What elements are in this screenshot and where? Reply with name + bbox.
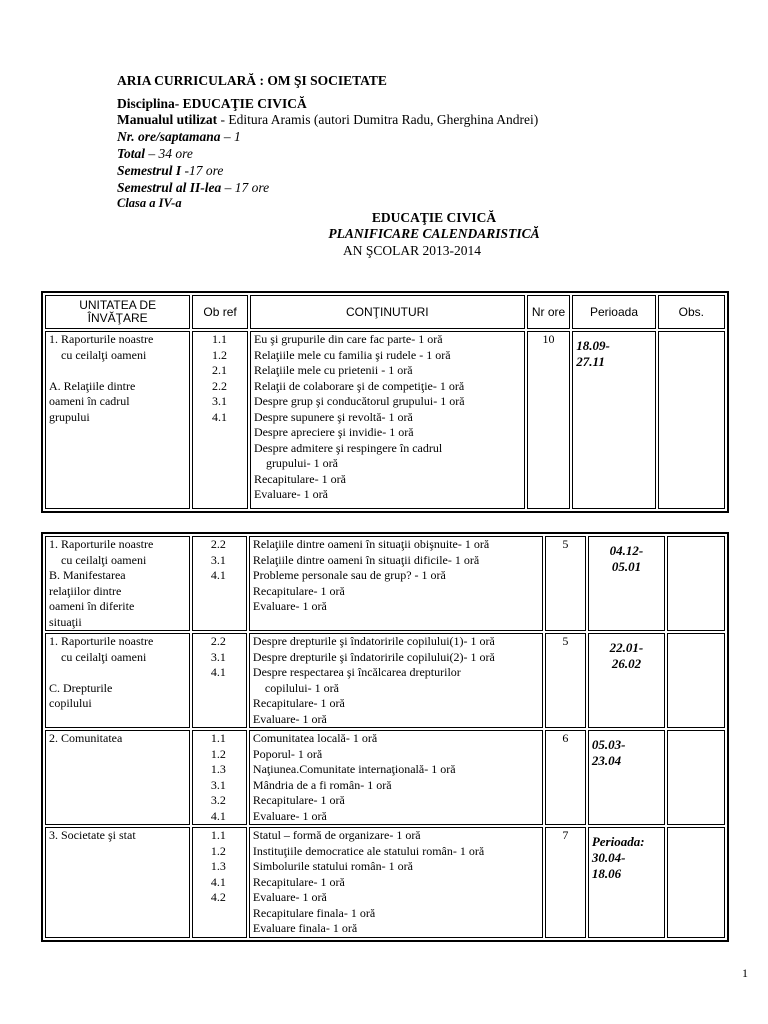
- textbook-label: Manualul utilizat: [117, 112, 218, 127]
- hours-label: Nr. ore/saptamana: [117, 129, 221, 144]
- cell-line: 22.01-: [609, 640, 644, 655]
- hours-per-week: [117, 128, 241, 145]
- cell-line: 3.1: [210, 649, 226, 664]
- cell-line: A. Relaţiile dintre: [49, 378, 136, 393]
- period-cell: [588, 730, 665, 825]
- cell-line: Mândria de a fi român- 1 oră: [252, 777, 392, 792]
- cell-line: 26.02: [611, 656, 642, 671]
- cell-line: copilului- 1 oră: [264, 680, 339, 695]
- content-cell: [249, 536, 543, 631]
- semester-1: [117, 162, 223, 179]
- cell-line: 1.1: [211, 332, 227, 346]
- cell-line: Instituţiile democratice ale statului român- 1 oră: [252, 843, 485, 858]
- cell-line: [49, 665, 186, 681]
- cell-line: [49, 363, 186, 379]
- col-header-unit: UNITATEA DE ÎNVĂŢARE: [45, 295, 190, 329]
- cell-line: grupului- 1 oră: [265, 456, 338, 470]
- hours-cell: 5: [545, 633, 586, 728]
- hours-cell: 10: [527, 331, 571, 509]
- hours-cell: 6: [545, 730, 586, 825]
- cell-line: Evaluare- 1 oră: [252, 808, 327, 823]
- cell-line: 27.11: [576, 354, 605, 369]
- obs-cell: [667, 827, 725, 938]
- cell-line: 2.2: [211, 378, 227, 393]
- obs-cell: [667, 633, 725, 728]
- cell-line: Despre admitere şi respingere în cadrul: [253, 440, 443, 455]
- cell-line: 3.2: [210, 793, 226, 807]
- cell-line: 1.1: [210, 828, 226, 842]
- unit-cell: [45, 633, 190, 728]
- sem2-value: – 17 ore: [221, 180, 270, 195]
- cell-line: 3.1: [211, 394, 227, 408]
- cell-line: Recapitulare- 1 oră: [252, 874, 345, 889]
- obref-cell: [192, 827, 247, 938]
- cell-line: 1.1: [210, 731, 226, 745]
- cell-line: Despre grup şi conducătorul grupului- 1 oră: [253, 394, 465, 408]
- cell-line: Recapitulare- 1 oră: [252, 583, 345, 598]
- cell-line: Evaluare- 1 oră: [252, 890, 327, 904]
- obref-cell: [192, 331, 248, 509]
- cell-line: 2.2: [210, 537, 226, 551]
- sem1-value: -17 ore: [181, 163, 224, 178]
- cell-line: Despre respectarea şi încălcarea drepturilor: [252, 665, 461, 679]
- cell-line: situaţii: [49, 614, 82, 629]
- cell-line: 1. Raporturile noastre: [49, 634, 154, 648]
- cell-line: Relaţiile mele cu familia şi rudele - 1 oră: [253, 347, 451, 362]
- cell-line: 04.12-: [609, 543, 644, 558]
- content-cell: [249, 730, 543, 825]
- period-cell: [572, 331, 655, 509]
- table-row: [45, 331, 725, 509]
- cell-line: Poporul- 1 oră: [252, 746, 323, 761]
- cell-line: 1.3: [210, 762, 226, 776]
- cell-line: 4.1: [210, 665, 226, 679]
- cell-line: Probleme personale sau de grup? - 1 oră: [252, 568, 446, 582]
- cell-line: Relaţiile dintre oameni în situaţii dificile- 1 oră: [252, 552, 480, 567]
- cell-line: cu ceilalţi oameni: [61, 552, 147, 567]
- cell-line: Recapitulare finala- 1 oră: [252, 905, 376, 920]
- table-row: [45, 827, 725, 938]
- cell-line: 05.01: [611, 559, 642, 574]
- cell-line: 1. Raporturile noastre: [49, 332, 154, 346]
- cell-line: 1. Raporturile noastre: [49, 537, 154, 551]
- col-header-obs: Obs.: [658, 295, 725, 329]
- cell-line: Recapitulare- 1 oră: [252, 793, 345, 807]
- col-header-period: Perioada: [572, 295, 655, 329]
- period-cell: [588, 633, 665, 728]
- col-header-hours: Nr ore: [527, 295, 571, 329]
- cell-line: relaţiilor dintre: [49, 583, 122, 598]
- cell-line: 1.2: [210, 843, 226, 858]
- cell-line: Evaluare- 1 oră: [252, 599, 327, 613]
- obref-cell: [192, 730, 247, 825]
- unit-cell: [45, 827, 190, 938]
- cell-line: 1.3: [210, 859, 226, 873]
- cell-line: Simbolurile statului român- 1 oră: [252, 859, 413, 873]
- cell-line: 30.04-: [591, 850, 626, 865]
- cell-line: Despre supunere şi revoltă- 1 oră: [253, 409, 413, 424]
- cell-line: Despre drepturile şi îndatoririle copilului(2)- 1 oră: [252, 649, 495, 664]
- content-cell: [249, 633, 543, 728]
- cell-line: cu ceilalţi oameni: [61, 347, 147, 362]
- obs-cell: [667, 730, 725, 825]
- cell-line: 1.2: [211, 347, 227, 362]
- cell-line: 3.1: [210, 777, 226, 792]
- table-row: [45, 730, 725, 825]
- unit-cell: [45, 331, 190, 509]
- cell-line: Recapitulare- 1 oră: [252, 696, 345, 710]
- total-value: – 34 ore: [145, 146, 193, 161]
- cell-line: Perioada:: [591, 834, 645, 849]
- table-row: [45, 633, 725, 728]
- hours-cell: 7: [545, 827, 586, 938]
- planning-table-1: [41, 291, 729, 513]
- cell-line: oameni în cadrul: [49, 394, 130, 408]
- cell-line: 2.1: [211, 363, 227, 377]
- sem1-label: Semestrul I: [117, 163, 182, 178]
- textbook-value: - Editura Aramis (autori Dumitra Radu, Gherghina Andrei): [217, 112, 539, 127]
- cell-line: 1.2: [210, 746, 226, 761]
- cell-line: 3.1: [210, 552, 226, 567]
- cell-line: 4.1: [210, 568, 226, 582]
- cell-line: B. Manifestarea: [49, 568, 126, 582]
- doc-title: EDUCAŢIE CIVICĂ: [371, 210, 497, 225]
- sem2-label: Semestrul al II-lea: [117, 180, 222, 195]
- cell-line: Statul – formă de organizare- 1 oră: [252, 828, 421, 842]
- total-hours: [117, 145, 193, 162]
- col-header-content: CONŢINUTURI: [250, 295, 525, 329]
- hours-value: – 1: [220, 129, 241, 144]
- semester-2: [117, 179, 269, 196]
- period-cell: [588, 536, 665, 631]
- obs-cell: [658, 331, 725, 509]
- cell-line: 05.03-: [591, 737, 626, 752]
- class-level: Clasa a IV-a: [117, 196, 182, 210]
- table-row: [45, 536, 725, 631]
- obref-cell: [192, 633, 247, 728]
- cell-line: oameni în diferite: [49, 599, 135, 613]
- col-header-obref: Ob ref: [192, 295, 248, 329]
- cell-line: 23.04: [591, 753, 622, 768]
- cell-line: 4.1: [211, 409, 227, 424]
- school-year: AN ŞCOLAR 2013-2014: [342, 243, 481, 258]
- cell-line: 4.1: [210, 874, 226, 889]
- cell-line: 4.1: [210, 808, 226, 823]
- curricular-area: ARIA CURRICULARĂ : OM ŞI SOCIETATE: [117, 73, 387, 88]
- cell-line: Relaţiile dintre oameni în situaţii obişnuite- 1 oră: [252, 537, 490, 551]
- cell-line: C. Drepturile: [49, 680, 113, 695]
- cell-line: 4.2: [210, 890, 226, 904]
- cell-line: Recapitulare- 1 oră: [253, 471, 346, 486]
- cell-line: Relaţiile mele cu prietenii - 1 oră: [253, 363, 413, 377]
- cell-line: Eu şi grupurile din care fac parte- 1 oră: [253, 332, 443, 346]
- textbook-line: [117, 111, 538, 128]
- cell-line: copilului: [49, 696, 92, 710]
- cell-line: Naţiunea.Comunitate internaţională- 1 oră: [252, 762, 456, 776]
- discipline: Disciplina- EDUCAŢIE CIVICĂ: [117, 96, 307, 111]
- period-cell: [588, 827, 665, 938]
- cell-line: cu ceilalţi oameni: [61, 649, 147, 664]
- cell-line: 18.06: [591, 866, 622, 881]
- cell-line: Relaţii de colaborare şi de competiţie- 1 oră: [253, 378, 465, 393]
- total-label: Total: [117, 146, 146, 161]
- cell-line: 3. Societate şi stat: [49, 828, 136, 842]
- cell-line: Comunitatea locală- 1 oră: [252, 731, 378, 745]
- unit-cell: [45, 730, 190, 825]
- obref-cell: [192, 536, 247, 631]
- planning-table-2: [41, 532, 729, 942]
- content-cell: [249, 827, 543, 938]
- content-cell: [250, 331, 525, 509]
- cell-line: Evaluare- 1 oră: [252, 711, 327, 726]
- cell-line: 18.09-: [576, 338, 610, 353]
- cell-line: 2. Comunitatea: [49, 731, 123, 745]
- page-number: 1: [742, 966, 748, 980]
- cell-line: Despre drepturile şi îndatoririle copilului(1)- 1 oră: [252, 634, 495, 648]
- obs-cell: [667, 536, 725, 631]
- cell-line: Despre apreciere şi invidie- 1 oră: [253, 425, 414, 439]
- doc-subtitle: PLANIFICARE CALENDARISTICĂ: [328, 226, 540, 241]
- unit-cell: [45, 536, 190, 631]
- cell-line: grupului: [49, 409, 90, 424]
- cell-line: Evaluare- 1 oră: [253, 487, 328, 501]
- hours-cell: 5: [545, 536, 586, 631]
- cell-line: 2.2: [210, 634, 226, 648]
- cell-line: Evaluare finala- 1 oră: [252, 921, 358, 935]
